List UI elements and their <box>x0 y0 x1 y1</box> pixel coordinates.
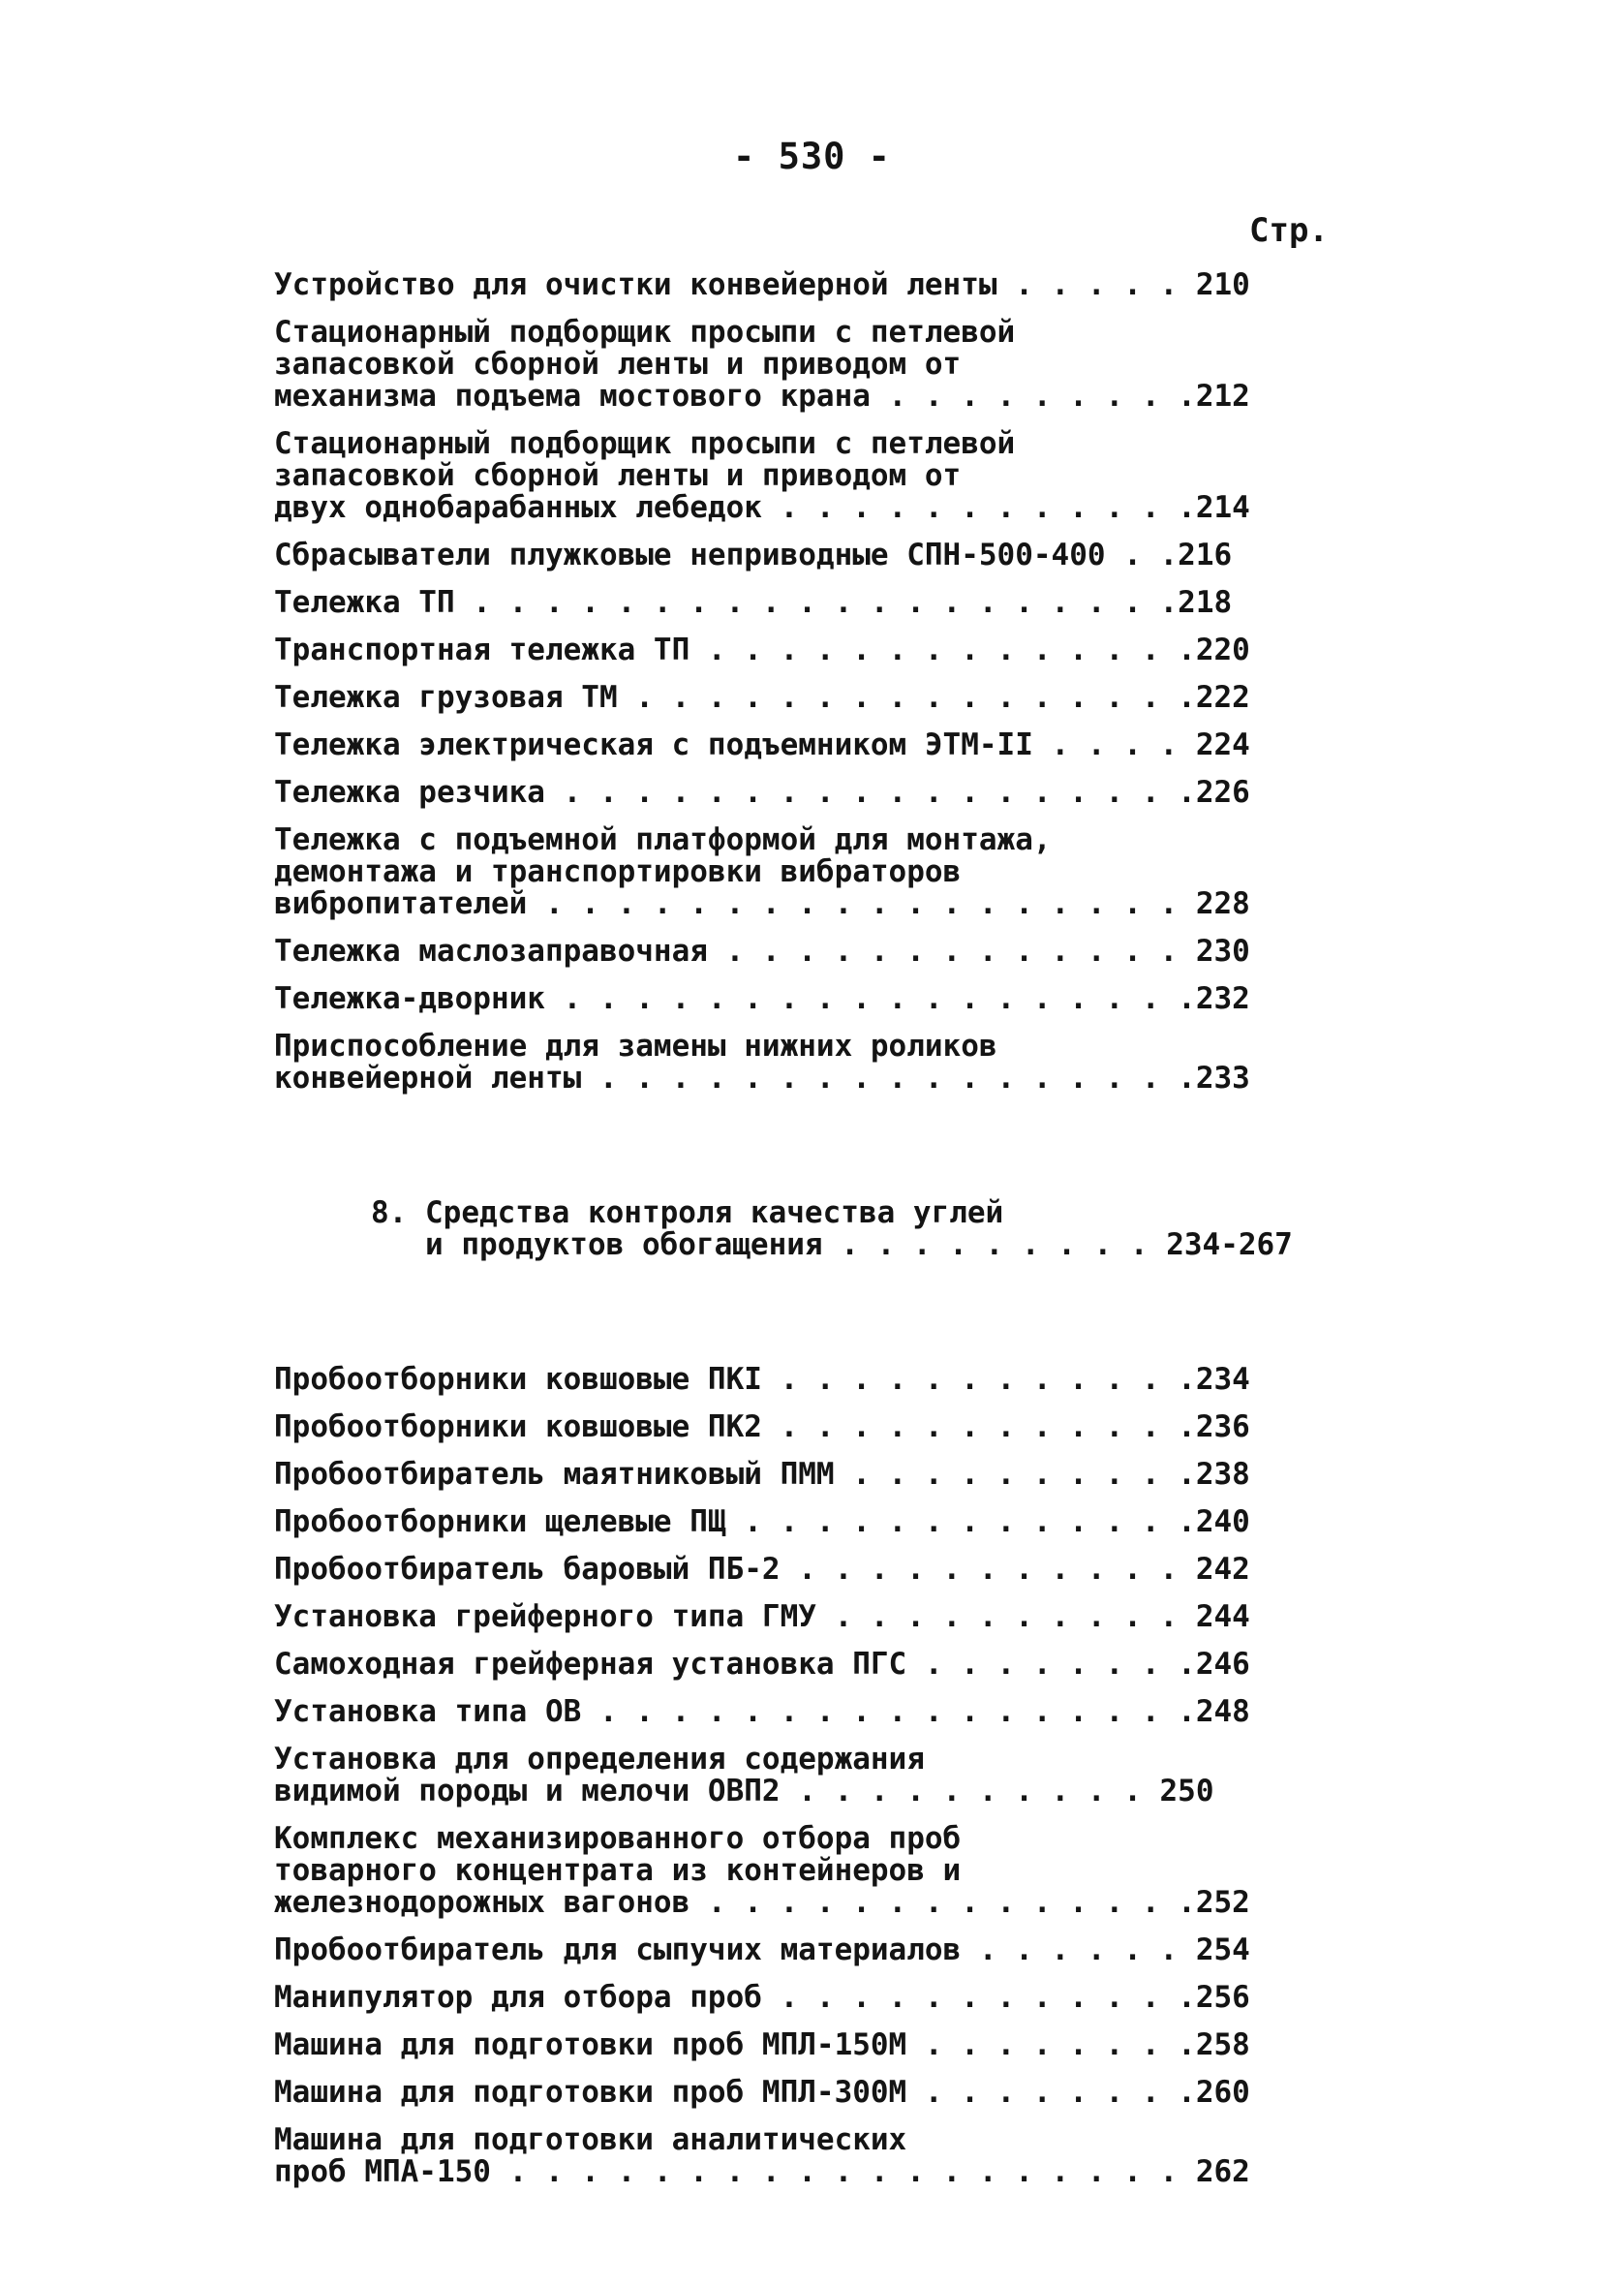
toc-entry-text: Машина для подготовки проб МПЛ-300М . . . . . . . .260 <box>274 2075 1250 2110</box>
toc-entry <box>274 824 1397 920</box>
table-of-contents <box>274 269 1397 2204</box>
toc-entry-text: Транспортная тележка ТП . . . . . . . . . . . . . .220 <box>274 633 1250 667</box>
section-heading-text: 8. Средства контроля качества углей и продуктов обогащения . . . . . . . . . 234-267 <box>371 1195 1293 1262</box>
toc-entry-text: Сбрасыватели плужковые неприводные СПН-500-400 . .216 <box>274 538 1233 572</box>
toc-entry <box>274 936 1397 968</box>
toc-entry <box>274 1364 1397 1396</box>
toc-entry-text: Приспособление для замены нижних роликов конвейерной ленты . . . . . . . . . . . . . . . . .233 <box>274 1029 1250 1096</box>
toc-entry <box>274 729 1397 761</box>
toc-entry-text: Тележка электрическая с подъемником ЭТМ-II . . . . 224 <box>274 727 1250 762</box>
toc-entry <box>274 1506 1397 1538</box>
toc-entry-text: Пробоотборники ковшовые ПК2 . . . . . . . . . . . .236 <box>274 1409 1250 1444</box>
toc-entry <box>274 317 1397 413</box>
toc-entry <box>274 587 1397 619</box>
toc-entry <box>274 983 1397 1015</box>
toc-entry-text: Пробоотборники щелевые ПЩ . . . . . . . . . . . . .240 <box>274 1504 1250 1539</box>
toc-entry <box>274 2077 1397 2109</box>
toc-entry-text: Установка типа ОВ . . . . . . . . . . . . . . . . .248 <box>274 1694 1250 1729</box>
toc-group-after <box>274 1364 1397 2188</box>
toc-entry-text: Установка грейферного типа ГМУ . . . . . . . . . . 244 <box>274 1599 1250 1634</box>
toc-entry <box>274 1744 1397 1808</box>
toc-entry-text: Тележка-дворник . . . . . . . . . . . . . . . . . .232 <box>274 981 1250 1016</box>
toc-entry <box>274 269 1397 301</box>
section-heading <box>274 1133 1397 1325</box>
toc-entry-text: Установка для определения содержания видимой породы и мелочи ОВП2 . . . . . . . . . . 250 <box>274 1742 1214 1808</box>
toc-entry <box>274 1459 1397 1491</box>
toc-entry <box>274 1982 1397 2014</box>
toc-entry-text: Устройство для очистки конвейерной ленты . . . . . 210 <box>274 267 1250 302</box>
toc-entry-text: Тележка с подъемной платформой для монтажа, демонтажа и транспортировки вибраторов вибропитателей . . . . . . . . . . . . . . . . . . 228 <box>274 822 1250 921</box>
toc-entry <box>274 682 1397 714</box>
toc-group-before <box>274 269 1397 1095</box>
toc-entry <box>274 634 1397 666</box>
toc-entry-text: Самоходная грейферная установка ПГС . . . . . . . .246 <box>274 1647 1250 1682</box>
toc-entry <box>274 1601 1397 1633</box>
toc-entry-text: Тележка грузовая ТМ . . . . . . . . . . . . . . . .222 <box>274 680 1250 715</box>
page-column-label: Стр. <box>1249 211 1329 250</box>
toc-entry <box>274 1031 1397 1095</box>
toc-entry-text: Пробоотбиратель для сыпучих материалов . . . . . . 254 <box>274 1932 1250 1967</box>
toc-entry <box>274 1554 1397 1586</box>
toc-entry-text: Пробоотбиратель маятниковый ПММ . . . . . . . . . .238 <box>274 1457 1250 1492</box>
toc-entry-text: Тележка резчика . . . . . . . . . . . . . . . . . .226 <box>274 775 1250 810</box>
toc-entry <box>274 1934 1397 1966</box>
toc-entry-text: Тележка ТП . . . . . . . . . . . . . . . . . . . .218 <box>274 585 1233 620</box>
toc-entry <box>274 2029 1397 2061</box>
toc-entry <box>274 1823 1397 1919</box>
toc-entry <box>274 428 1397 524</box>
toc-entry-text: Комплекс механизированного отбора проб товарного концентрата из контейнеров и железнодорожных вагонов . . . . . . . . . . . . . .252 <box>274 1821 1250 1920</box>
toc-entry <box>274 540 1397 572</box>
toc-entry <box>274 1696 1397 1728</box>
toc-entry-text: Стационарный подборщик просыпи с петлевой запасовкой сборной ленты и приводом от механизма подъема мостового крана . . . . . . . . .212 <box>274 315 1250 414</box>
toc-entry <box>274 1649 1397 1681</box>
page-number: - 530 - <box>733 136 891 177</box>
toc-entry-text: Пробоотборники ковшовые ПКI . . . . . . . . . . . .234 <box>274 1362 1250 1397</box>
toc-entry-text: Стационарный подборщик просыпи с петлевой запасовкой сборной ленты и приводом от двух однобарабанных лебедок . . . . . . . . . . . .214 <box>274 426 1250 525</box>
toc-entry-text: Тележка маслозаправочная . . . . . . . . . . . . . 230 <box>274 934 1250 969</box>
toc-entry-text: Машина для подготовки проб МПЛ-150М . . . . . . . .258 <box>274 2027 1250 2062</box>
toc-entry-text: Машина для подготовки аналитических проб МПА-150 . . . . . . . . . . . . . . . . . . . 262 <box>274 2122 1250 2189</box>
toc-entry-text: Манипулятор для отбора проб . . . . . . . . . . . .256 <box>274 1980 1250 2015</box>
toc-entry <box>274 2124 1397 2188</box>
toc-entry-text: Пробоотбиратель баровый ПБ-2 . . . . . . . . . . . 242 <box>274 1552 1250 1587</box>
toc-entry <box>274 777 1397 809</box>
toc-entry <box>274 1411 1397 1443</box>
